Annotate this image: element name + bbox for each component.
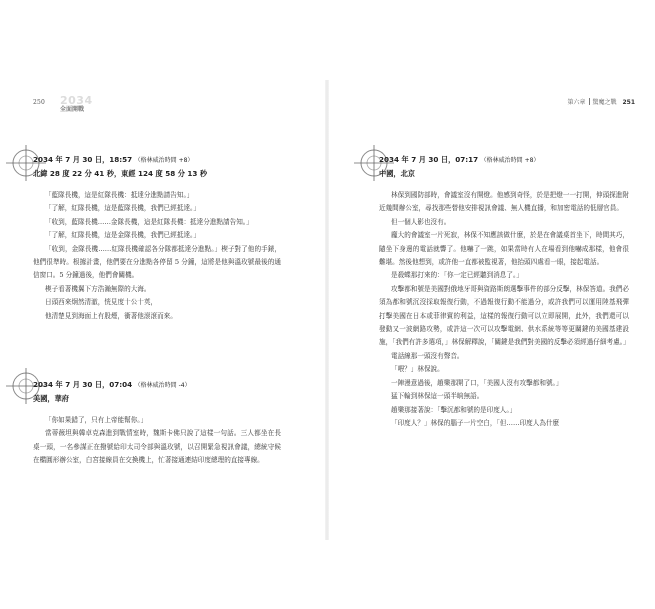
logo-year: 2034 <box>60 94 93 107</box>
paragraph: 趙樂那接著說：「擊沉都和號的是印度人。」 <box>391 405 517 414</box>
paragraph: 但一個人影也沒有。 <box>391 217 451 226</box>
logo-subtitle: 全面開戰 <box>60 106 85 113</box>
header-divider <box>589 98 590 105</box>
paragraph: 「了解，紅隊長機，這是藍隊長機，我們已經抵達。」 <box>45 204 200 213</box>
paragraph: 「藍隊長機，這是紅隊長機：抵達分進點請告知。」 <box>45 191 194 199</box>
paragraph: 當蒂薇坦與韓卓克森進到戰情室時，魏斯卡佛只說了這樣一句話。三人都坐在長桌一頭，一名參謀正在撥號給印太司令部與溫玫號，以召開緊急視訊會議，總統守候在橢圓形辦公室，白宮接線員在交換機上，忙著接通連結印度總理的直接專線。 <box>33 429 281 465</box>
paragraph: 林保到國防部時，會議室沒有開燈。他感到奇怪，於是把燈一一打開，伸頭探進附近幾間辦公室，尋找那些替他安排視訊會議、無人機直播，和加密電話的低層官員。 <box>379 191 629 213</box>
paragraph: 龐大的會議室一片死寂，林保不知應該做什麼，於是在會議桌首坐下，時間其巧，隨坐下身邊的電話就響了。他嚇了一跳，如果當時有人在場看到他嚇成那樣，他會很難堪。然後他想到，或許他一直都被監視著，他抬頭四處看一眼，接起電話。 <box>379 231 629 267</box>
heading-date: 2034 年 7 月 30 日，18:57 <box>33 155 133 164</box>
heading-timezone: （格林威治時間 +8） <box>480 157 540 164</box>
heading-location: 美國，華府 <box>33 394 69 403</box>
chapter-title: 驚魔之戰 <box>592 99 617 106</box>
paragraph: 日頭西來炯然清澈，恍見度十公十英， <box>45 298 158 307</box>
paragraph: 一陣漫意過後，趙樂那開了口，「美國人沒有攻擊都和號。」 <box>391 378 563 387</box>
heading-date: 2034 年 7 月 30 日，07:04 <box>33 380 133 389</box>
running-header <box>568 97 635 106</box>
paragraph: 楔子看著機翼下方浩瀚無際的大海。 <box>45 284 151 293</box>
section-heading-beijing <box>379 153 539 180</box>
section-body-beijing <box>379 189 629 430</box>
paragraph: 「你如果錯了，只有上帝能幫你。」 <box>45 416 148 424</box>
left-page <box>0 0 327 609</box>
paragraph: 他清楚見到海面上有股煙，衝著他滾滾而來。 <box>45 311 177 320</box>
paragraph: 「喂？」林保說。 <box>391 365 444 374</box>
left-page-number: 250 <box>33 99 46 106</box>
section-body-washington <box>33 414 281 468</box>
section-body-ocean <box>33 189 281 323</box>
heading-timezone: （格林威治時間 -4） <box>134 382 191 389</box>
paragraph: 「印度人？」林保的腦子一片空白，「但……印度人為什麼 <box>391 418 560 427</box>
heading-location: 中國，北京 <box>379 169 415 178</box>
section-heading-ocean <box>33 153 207 180</box>
right-page <box>327 0 654 609</box>
paragraph: 是殺蝶那打來的：「你一定已經聽到消息了。」 <box>391 271 523 280</box>
paragraph: 電話線那一頭沒有聲音。 <box>391 351 464 360</box>
heading-location: 北緯 28 度 22 分 41 秒，東經 124 度 58 分 13 秒 <box>33 169 208 178</box>
paragraph: 「了解，紅隊長機，這是金隊長機，我們已經抵達。」 <box>45 231 200 240</box>
paragraph: 「收到，金隊長機……紅隊長機確認各分隊都抵達分進點。」楔子對了他的手錶，他們很準時。根據計畫，他們要在分進點各停留 5 分鐘，這將是他與溫玫號最後的通信窗口。5 分鐘過後，他們會關機。 <box>33 244 281 280</box>
right-page-number: 251 <box>622 99 635 106</box>
paragraph: 猛下輪到林保這一頭半晌無語。 <box>391 392 484 401</box>
section-heading-washington <box>33 378 191 405</box>
heading-timezone: （格林威治時間 +8） <box>134 157 194 164</box>
paragraph: 攻擊都和號是美國對俄地牙哥與資路斯朗選擊事件的部分反擊，林保答道。我們必須為都和號沉沒採取報復行動，不過報復行動不能過分，或許我們可以運用陸基飛彈打擊美國在日本或菲律賓的利益，這樣的報復行動可以立即展開，此外，我們還可以發動又一波網路攻勢，或許這一次可以攻擊電網、供水系統等等更關鍵的美國基建設施，「我們有許多選項，」林保解釋說，「關鍵是我們對美國的反擊必須經過仔細考慮。」 <box>379 284 630 347</box>
chapter-label: 第六章 <box>567 99 586 106</box>
paragraph: 「收到，藍隊長機……金隊長機，這是紅隊長機：抵達分進點請告知。」 <box>45 217 253 226</box>
heading-date: 2034 年 7 月 30 日，07:17 <box>379 155 479 164</box>
book-logo <box>60 94 94 112</box>
